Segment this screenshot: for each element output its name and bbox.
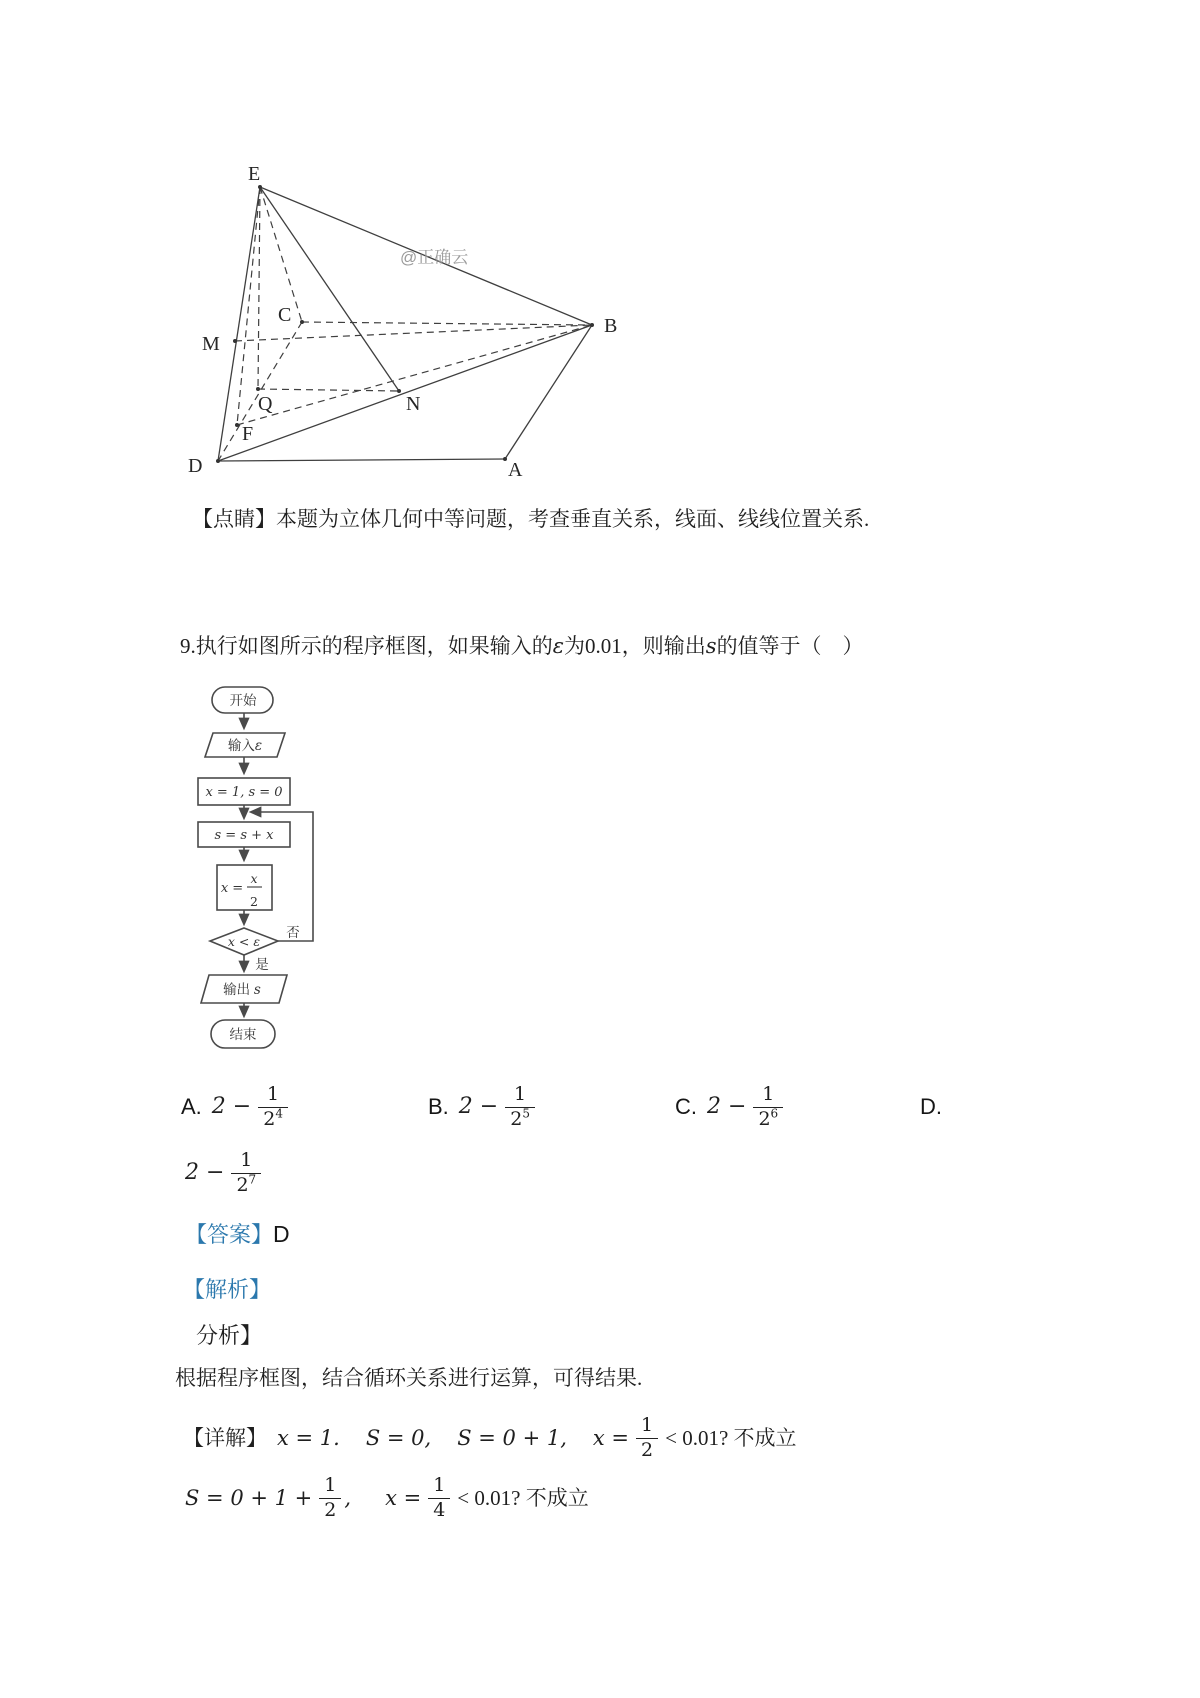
watermark-text: @正确云 (400, 248, 469, 267)
detail-l2-fraction-2 (428, 1473, 450, 1521)
option-A-exponent: 4 (275, 1106, 283, 1121)
question-epsilon: ε (552, 634, 565, 658)
detail-l1-numerator: 1 (641, 1413, 654, 1436)
figure-dashed-edges (218, 187, 592, 461)
option-C-denominator (753, 1107, 783, 1130)
dianjing-comment: 【点睛】本题为立体几何中等问题，考查垂直关系，线面、线线位置关系. (192, 507, 870, 531)
fenxi-label: 分析】 (196, 1323, 263, 1348)
option-D-expression (185, 1148, 261, 1198)
flow-end-label: 结束 (229, 1027, 257, 1042)
vertex-label-E: E (248, 163, 261, 185)
question-text-3: 的值等于（ ） (716, 634, 864, 658)
option-C-numerator: 1 (762, 1082, 775, 1105)
option-A-denominator (258, 1107, 288, 1130)
question-text-1: 9.执行如图所示的程序框图，如果输入的 (180, 634, 553, 658)
detail-l2-fraction-1 (319, 1473, 341, 1521)
flow-half-denominator: 2 (250, 894, 258, 909)
analysis-body: 根据程序框图，结合循环关系进行运算，可得结果. (175, 1366, 643, 1390)
vertex-label-B: B (604, 315, 618, 337)
option-B-base: 2 (510, 1107, 523, 1130)
detail-l1-seg5: < 0.01? 不成立 (665, 1425, 797, 1450)
question-text-2: 为0.01，则输出 (564, 634, 706, 658)
vertex-label-A: A (508, 459, 523, 481)
flowchart (150, 675, 360, 1065)
option-A-fraction (258, 1082, 288, 1130)
jiexi-label: 【解析】 (183, 1277, 272, 1302)
option-D-numerator: 1 (240, 1148, 253, 1171)
option-A (181, 1082, 288, 1132)
detail-l2-numerator-2: 1 (433, 1473, 446, 1496)
option-D-pre: 2 − (185, 1159, 225, 1185)
option-C-base: 2 (758, 1107, 771, 1130)
detail-l2-comma: , (344, 1485, 352, 1510)
option-C-pre: 2 − (707, 1093, 747, 1119)
detail-l1-seg3: S = 0 + 1, (457, 1425, 567, 1450)
detail-l1-denominator: 2 (636, 1438, 658, 1461)
option-D-exponent: 7 (248, 1172, 257, 1187)
option-A-numerator: 1 (267, 1082, 280, 1105)
detail-line-2 (185, 1472, 589, 1524)
detail-label: 【详解】 (183, 1425, 267, 1450)
option-A-base: 2 (263, 1107, 276, 1130)
option-B-letter: B. (428, 1094, 449, 1119)
vertex-label-N: N (406, 393, 421, 415)
option-D-denominator (231, 1173, 261, 1196)
option-C (675, 1082, 783, 1132)
option-B-exponent: 5 (522, 1106, 530, 1121)
detail-l2-numerator-1: 1 (324, 1473, 337, 1496)
option-C-letter: C. (675, 1094, 697, 1119)
question-s: s (705, 634, 717, 658)
option-B-numerator: 1 (514, 1082, 527, 1105)
detail-line-1 (183, 1412, 797, 1464)
answer-label: 【答案】 (185, 1222, 274, 1247)
geometry-figure (150, 140, 650, 485)
detail-l1-fraction (636, 1413, 658, 1461)
detail-l2-denominator-2: 4 (428, 1498, 450, 1521)
detail-l1-seg4: x = (592, 1425, 630, 1450)
detail-l1-seg1: x = 1. (277, 1425, 340, 1450)
answer-value: D (273, 1221, 290, 1247)
question-9 (180, 632, 1040, 660)
option-B (428, 1082, 535, 1132)
flow-no-label: 否 (286, 925, 300, 940)
option-D-base: 2 (236, 1173, 249, 1196)
vertex-label-D: D (188, 455, 203, 477)
answer-line (185, 1220, 290, 1250)
option-A-letter: A. (181, 1094, 202, 1119)
flow-input-label: 输入ε (227, 738, 263, 754)
option-C-exponent: 6 (770, 1106, 779, 1121)
flow-accum-label: s = s + x (214, 828, 274, 843)
option-D (920, 1082, 952, 1132)
flow-init-label: x = 1, s = 0 (205, 785, 283, 800)
option-B-fraction (505, 1082, 535, 1130)
flow-start-label: 开始 (229, 693, 257, 708)
vertex-label-Q: Q (258, 393, 273, 415)
flow-half-lhs: x = (220, 881, 244, 896)
figure-vertex-labels (188, 163, 617, 481)
option-D-letter: D. (920, 1094, 942, 1119)
option-D-fraction (231, 1148, 261, 1196)
option-A-pre: 2 − (211, 1093, 252, 1119)
detail-l2-seg1: S = 0 + 1 + (185, 1485, 313, 1510)
option-B-denominator (505, 1107, 535, 1130)
detail-l2-seg2: x = (385, 1485, 422, 1510)
detail-l1-seg2: S = 0, (365, 1425, 432, 1450)
detail-l2-seg3: < 0.01? 不成立 (457, 1485, 589, 1510)
flow-condition-label: x < ε (227, 934, 261, 949)
detail-l2-denominator-1: 2 (319, 1498, 341, 1521)
option-B-pre: 2 − (458, 1093, 499, 1119)
option-C-fraction (753, 1082, 783, 1130)
flow-half-numerator: x (250, 871, 258, 886)
flow-yes-label: 是 (255, 957, 269, 972)
vertex-label-F: F (242, 423, 254, 445)
flow-output-label: 输出 s (223, 982, 261, 998)
vertex-label-C: C (278, 304, 292, 326)
vertex-label-M: M (202, 333, 220, 355)
